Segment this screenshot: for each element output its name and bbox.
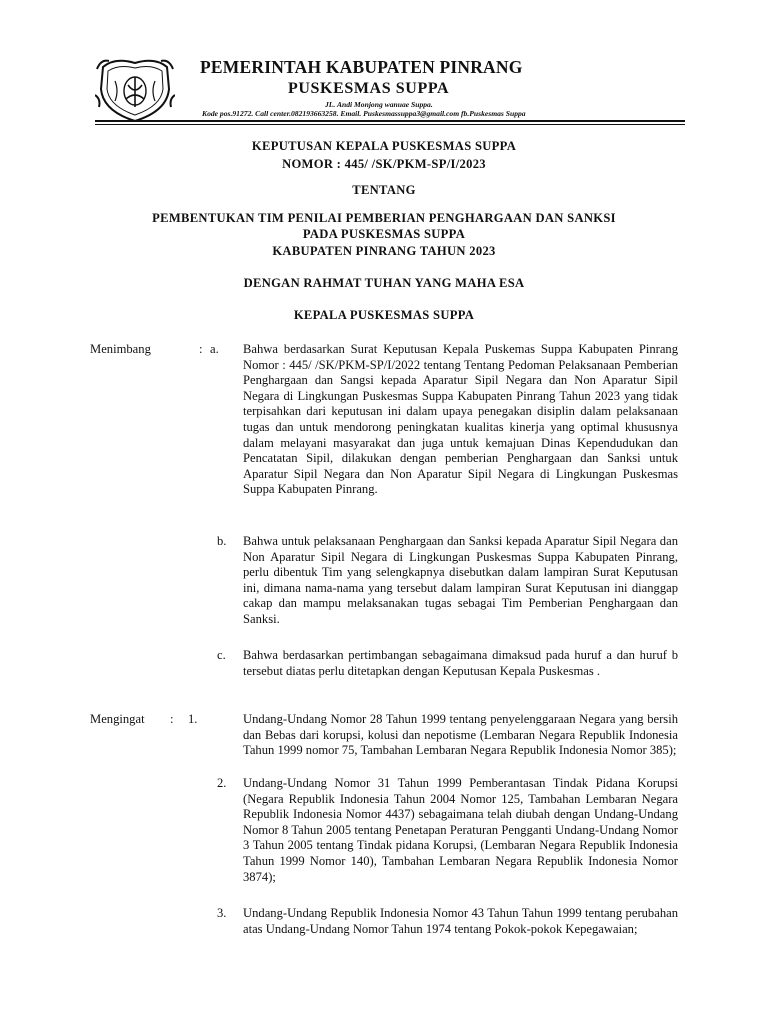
decree-subject-line-1: PEMBENTUKAN TIM PENILAI PEMBERIAN PENGHARGAAN DAN SANKSI (152, 211, 616, 225)
considering-item-marker: c. (217, 648, 226, 662)
decree-title: KEPUTUSAN KEPALA PUSKESMAS SUPPA (251, 139, 517, 153)
letterhead-divider (95, 120, 685, 122)
considering-item-marker: b. (217, 534, 227, 548)
pinrang-regency-emblem-icon (95, 55, 175, 125)
recalling-item-marker: 3. (217, 906, 227, 920)
recalling-item-marker: 2. (217, 776, 227, 790)
recalling-item-text: Undang-Undang Republik Indonesia Nomor 43 Tahun Tahun 1999 tentang perubahan atas Undang-Undang Nomor Tahun 1974 tentang Pokok-pokok Kepegawaian; (243, 906, 678, 936)
considering-item-text: Bahwa untuk pelaksanaan Penghargaan dan Sanksi kepada Aparatur Sipil Negara dan Non Aparatur Sipil Negara di Lingkungan Puskesmas Suppa Kabupaten Pinrang, perlu dibentuk Tim yang selengkapnya disebutkan dalam lampiran Surat Keputusan ini, dimana nama-nama yang tersebut dalam lampiran Surat Keputusan ini dianggap cakap dan mampu melaksanakan tugas sebagai Tim Pemberian Penghargaan dan Sanksi. (243, 534, 678, 626)
letterhead-divider-thin (95, 124, 685, 125)
recalling-item-text: Undang-Undang Nomor 31 Tahun 1999 Pemberantasan Tindak Pidana Korupsi (Negara Republik Indonesia Tahun 2004 Nomor 125, Tambahan Lembaran Negara Republik Indonesia Nomor 4437) sebagaimana telah diubah dengan Undang-Undang Nomor 8 Tahun 2005 tentang Penetapan Peraturan Pengganti Undang-Undang Nomor 3 Tahun 2005 tentang Tindak pidana Korupsi, (Lembaran Negara Republik Indonesia Tahun 1999 Nomor 140), Tambahan Lembaran Negara Republik Indonesia Nomor 3874); (243, 776, 678, 884)
considering-colon: : (199, 342, 203, 356)
considering-item-text: Bahwa berdasarkan pertimbangan sebagaimana dimaksud pada huruf a dan huruf b tersebut diatas perlu ditetapkan dengan Keputusan Kepala Puskesmas . (243, 648, 678, 678)
letterhead-government-name: PEMERINTAH KABUPATEN PINRANG (200, 57, 523, 77)
letterhead-address: JL. Andi Monjong wanuae Suppa. (325, 100, 433, 109)
recalling-colon: : (170, 712, 174, 726)
about-heading: TENTANG (352, 183, 416, 197)
considering-item-marker: a. (210, 342, 219, 356)
recalling-item-marker: 1. (188, 712, 198, 726)
letterhead-office-name: PUSKESMAS SUPPA (288, 80, 450, 97)
considering-label: Menimbang (90, 342, 151, 356)
recalling-item-text: Undang-Undang Nomor 28 Tahun 1999 tentang penyelenggaraan Negara yang bersih dan Bebas dari korupsi, kolusi dan nepotisme (Lembaran Negara Republik Indonesia Tahun 1999 nomor 75, Tambahan Lembaran Negara Republik Indonesia Nomor 385); (243, 712, 678, 758)
issuer-heading: KEPALA PUSKESMAS SUPPA (293, 308, 475, 322)
letterhead-contact: Kode pos.91272. Call center.082193663258. Email. Puskesmassuppa3@gmail.com fb.Puskesmas Suppa (202, 109, 526, 118)
decree-subject-line-3: KABUPATEN PINRANG TAHUN 2023 (272, 244, 496, 258)
considering-item-text: Bahwa berdasarkan Surat Keputusan Kepala Puskemas Suppa Kabupaten Pinrang Nomor : 445/ /SK/PKM-SP/I/2022 tentang Tentang Pedoman Pelaksanaan Pemberian Penghargaan dan Sangsi kepada Aparatur Sipil Negara dan Non Aparatur Sipil Negara di Lingkungan Puskesmas Suppa Kabupaten Pinrang Tahun 2023 yang tidak terpisahkan dari keputusan ini dalam upaya penegakan disiplin dalam pelaksanaan tugas dan untuk mendorong peningkatan kualitas kinerja yang optimal khususnya dalam melayani masyarakat dan juga untuk kemajuan Dinas Kependudukan dan Pencatatan Sipil, dilakukan dengan pemberian Penghargaan dan Sanksi untuk Aparatur Sipil Negara dan Non Aparatur Sipil Negara di Lingkungan Puskesmas Suppa Kabupaten Pinrang. (243, 342, 678, 497)
blessing-line: DENGAN RAHMAT TUHAN YANG MAHA ESA (243, 276, 525, 290)
decree-subject-line-2: PADA PUSKESMAS SUPPA (302, 227, 466, 241)
decree-number: NOMOR : 445/ /SK/PKM-SP/I/2023 (282, 157, 486, 171)
recalling-label: Mengingat (90, 712, 145, 726)
